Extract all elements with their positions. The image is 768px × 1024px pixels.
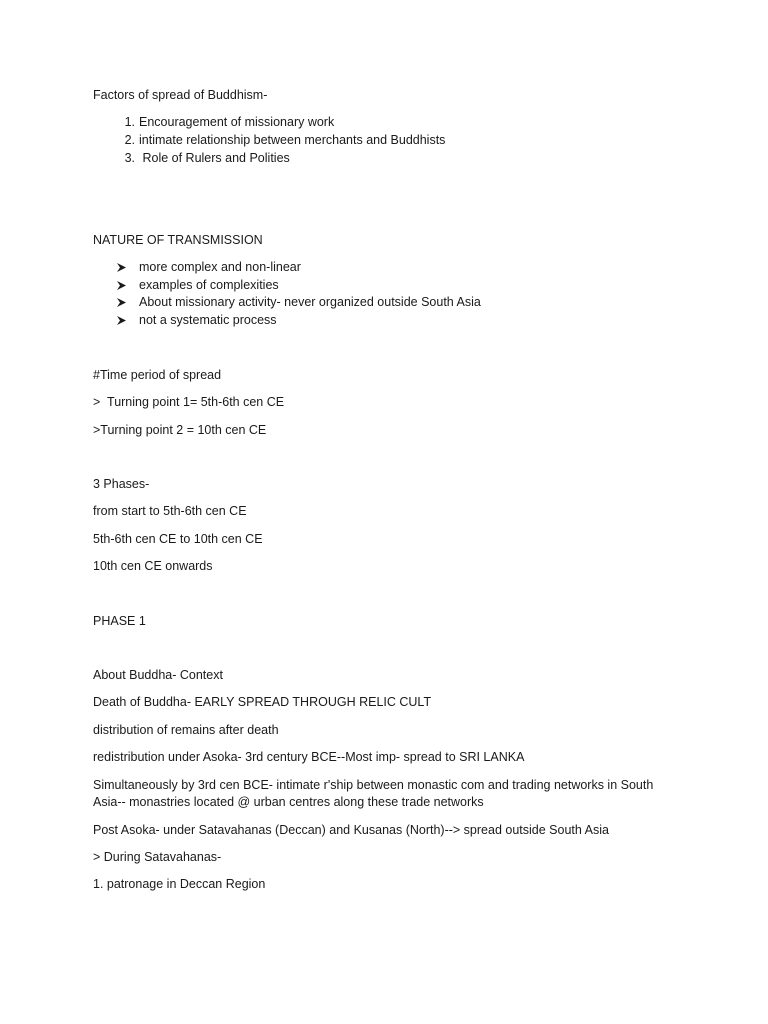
phase1-paragraph: Simultaneously by 3rd cen BCE- intimate r'ship between monastic com and trading networks in South Asia-- monastries located @ urban centres along these trade networks: [93, 778, 654, 809]
phase1-line: Post Asoka- under Satavahanas (Deccan) and Kusanas (North)--> spread outside South Asia: [93, 823, 609, 837]
phase1-line: distribution of remains after death: [93, 723, 279, 737]
factor-number: 2.: [124, 133, 135, 147]
phase1-heading: PHASE 1: [93, 614, 146, 628]
phase1-line: 1. patronage in Deccan Region: [93, 877, 266, 891]
factor-number: 3.: [124, 151, 135, 165]
factor-text: intimate relationship between merchants and Buddhists: [139, 133, 446, 147]
nature-bullet-text: more complex and non-linear: [139, 260, 301, 274]
arrowhead-bullet-icon: [115, 312, 129, 329]
phases-heading: 3 Phases-: [93, 477, 150, 491]
factor-number: 1.: [124, 115, 135, 129]
factor-text: Encouragement of missionary work: [139, 115, 335, 129]
phase1-line: Death of Buddha- EARLY SPREAD THROUGH RELIC CULT: [93, 695, 432, 709]
nature-heading: NATURE OF TRANSMISSION: [93, 233, 263, 247]
phase-line: 10th cen CE onwards: [93, 559, 213, 573]
turning-point-2: >Turning point 2 = 10th cen CE: [93, 423, 267, 437]
arrowhead-bullet-icon: [115, 259, 129, 276]
turning-point-1: > Turning point 1= 5th-6th cen CE: [93, 395, 285, 409]
factor-text: Role of Rulers and Polities: [139, 151, 290, 165]
nature-bullet-text: not a systematic process: [139, 313, 277, 327]
phase1-line: redistribution under Asoka- 3rd century BCE--Most imp- spread to SRI LANKA: [93, 750, 525, 764]
nature-bullet-text: examples of complexities: [139, 278, 279, 292]
phase1-line: About Buddha- Context: [93, 668, 223, 682]
nature-bullet-text: About missionary activity- never organized outside South Asia: [139, 295, 481, 309]
time-heading: #Time period of spread: [93, 368, 222, 382]
phase-line: from start to 5th-6th cen CE: [93, 504, 247, 518]
phase1-line: > During Satavahanas-: [93, 850, 222, 864]
arrowhead-bullet-icon: [115, 277, 129, 294]
doc-title: Factors of spread of Buddhism-: [93, 88, 268, 102]
arrowhead-bullet-icon: [115, 294, 129, 311]
phase-line: 5th-6th cen CE to 10th cen CE: [93, 532, 263, 546]
